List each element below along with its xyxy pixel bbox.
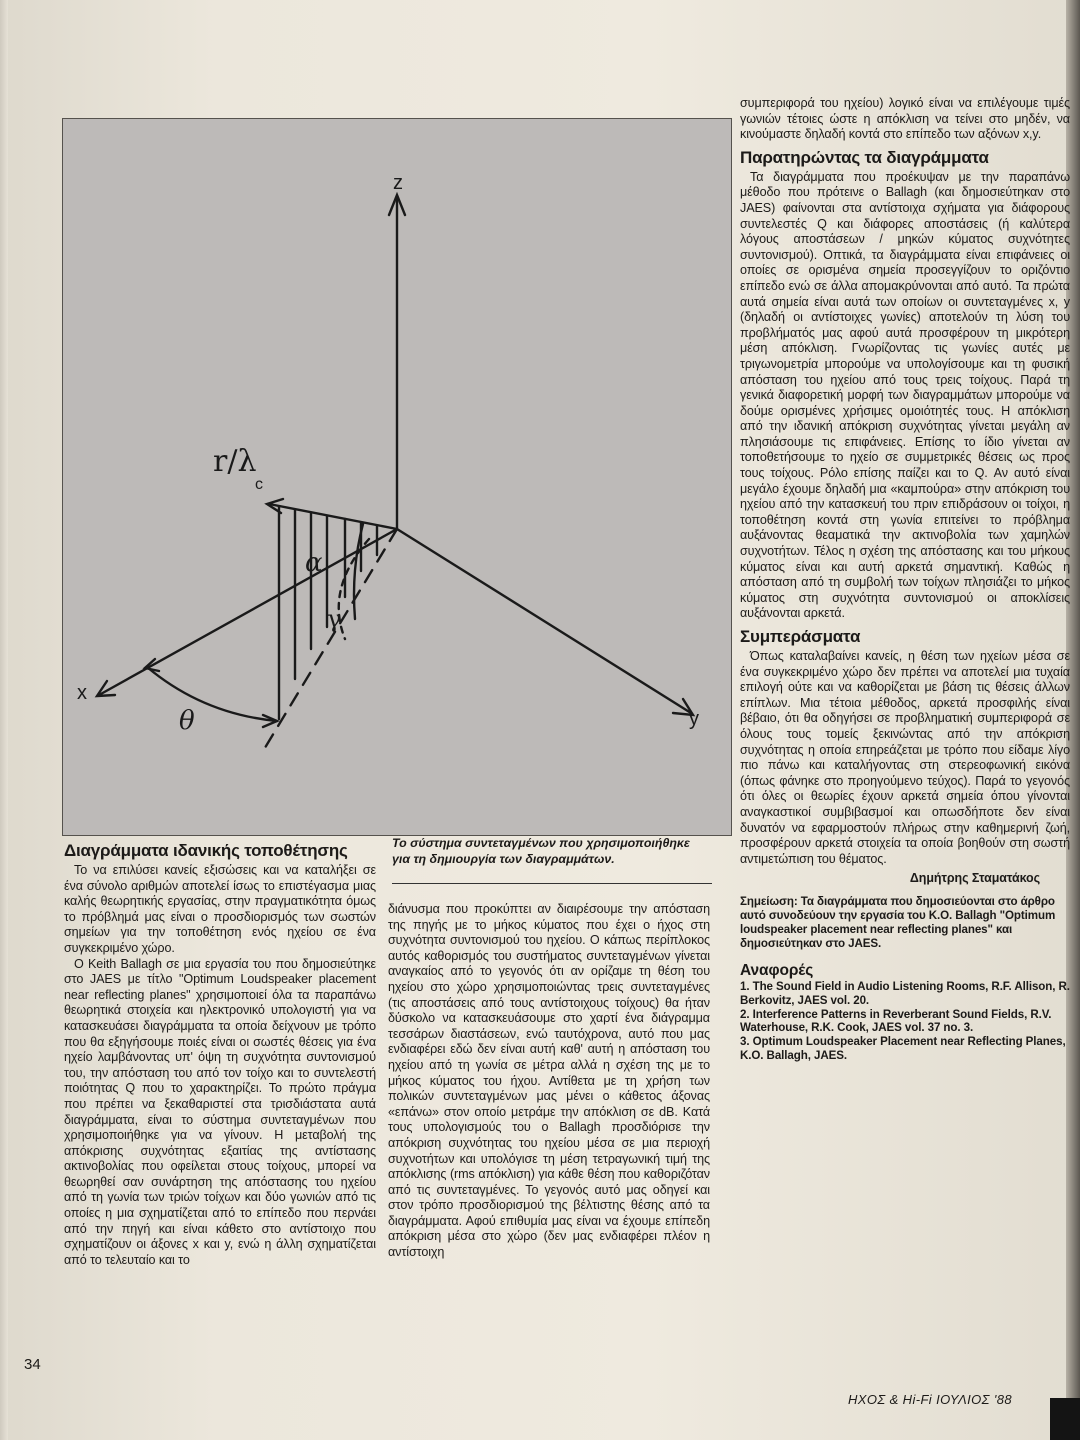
heading-conclusions: Συμπεράσματα: [740, 627, 861, 646]
right-col-paragraph-1: Τα διαγράμματα που προέκυψαν με την παραπάνω μέθοδο που πρότεινε ο Ballagh (και δημοσιεύτηκαν στο JAES) φαίνονται στα αντίστοιχα σχήματα για διάφορους συντελεστές Q και διάφορες αποστάσεις (ή καλύτερα λόγους αποστάσεων / μηκών κύματος συχνότητες συντονισμού). Οπτικά, τα διαγράμματα είναι επιφάνειες οι οποίες σε ορισμένα σημεία προσεγγίζουν το οριζόντιο επίπεδο ενώ σε άλλα απομακρύνονται από αυτό. Τα πρώτα αυτά σημεία είναι αυτά των οποίων οι συντεταγμένες x, y (δηλαδή οι αντίστοιχες γωνίες) αποτελούν τη λύση του προβλήματός μας αφού αυτά προσφέρουν τη μικρότερη μέση απόκλιση. Γνωρίζοντας τις γωνίες αυτές με τριγωνομετρία μπορούμε να υπολογίσουμε και τη φυσική απόσταση του ηχείου από τους τρεις τοίχους. Παρά τη γενικά διαφορετική μορφή των διαγραμμάτων μπορούμε να δούμε ορισμένες χρήσιμες ομοιότητές τους. Η απόκλιση από την ιδανική απόκριση συχνότητας γίνεται μεγάλη αν πλησιάσουμε τις επιφάνειες. Επίσης το ίδιο γίνεται αν τοποθετήσουμε το ηχείο σε συμμετρικές θέσεις ως προς τους τοίχους. Ρόλο επίσης παίζει και το Q. Αν αυτό είναι μεγάλο έχουμε δηλαδή μια «καμπούρα» στην απόκριση του ηχείου από την κατασκευή του πριν επιδράσουν οι τοίχοι, η τοποθέτηση κοντά στη γωνία επιτείνει το πρόβλημα αυξάνοντας θεαματικά την ακτινοβολία των χαμηλών συχνοτήτων. Τέλος η σχέση της απόστασης και του μήκους κύματος είναι και αυτή αρκετά σημαντική. Καθώς η απόσταση από τη συμβολή των τοίχων πλησιάζει το μήκος κύματος στη συχνότητα συντονισμού οι αποκλίσεις αυξάνονται αρκετά.: [740, 169, 1070, 621]
coordinate-system-figure: [62, 118, 732, 836]
page-corner-strip: [1050, 1398, 1080, 1440]
caption-divider: [392, 883, 712, 884]
theta-arc: [147, 667, 277, 721]
r-lambda-label: r/λ: [213, 444, 257, 479]
column-right: [740, 96, 1070, 1063]
x-axis: [99, 529, 397, 695]
z-axis-label: z: [393, 172, 403, 194]
references-list: [740, 980, 1070, 1063]
middle-col-paragraph: διάνυσμα που προκύπτει αν διαιρέσουμε την απόσταση της πηγής με το μήκος κύματος που έχει ο ήχος στη συχνότητα συντονισμού του ηχείου. Ο κάπως περίπλοκος αυτός καθορισμός του συστήματος συντεταγμένων γίνεται αναγκαίος από το γεγονός ότι αν ορίζαμε τη θέση του ηχείου στο χώρο χρησιμοποιώντας τρεις συντεταγμένες (τις αποστάσεις από τους αντίστοιχους τοίχους) θα ήταν δύσκολο να κατασκευάσουμε στο χαρτί ένα διάγραμμα τεσσάρων διαστάσεων, ενώ ταυτόχρονα, αυτό που μας ενδιαφέρει εδώ δεν είναι αυτή καθ' αυτή η απόσταση του ηχείου από τη γωνία σε μέτρα αλλά η σχέση της με το μήκος κύματος του ήχου. Αντίθετα με τη χρήση των πολικών συντεταγμένων μας μένει ο κάθετος άξονας «επάνω» στον οποίο μετράμε την απόκλιση σε dB. Κατά τους υπολογισμούς του ο Ballagh προσδιόρισε την απόκριση συχνότητας του ηχείου μέσα σε μια περιοχή συχνοτήτων και υπολόγισε τη μέση τετραγωνική τιμή της απόκλισης (rms απόκλιση) για κάθε θέση που καθοριζόταν από τις συντεταγμένες. Το γεγονός αυτό μας οδηγεί και στον τρόπο προσδιορισμού της βέλτιστης θέσης από τα διαγράμματα. Αφού επιθυμία μας είναι να έχουμε επίπεδη απόκριση μέσα στο χώρο (δεν μας ενδιαφέρει πλέον η αντίστοιχη: [388, 902, 710, 1260]
column-middle: [388, 902, 710, 1261]
heading-observing-diagrams: Παρατηρώντας τα διαγράμματα: [740, 147, 989, 167]
theta-label: θ: [179, 706, 195, 736]
page-number: 34: [24, 1356, 41, 1373]
author-signature: Δημήτρης Σταματάκος: [909, 871, 1040, 886]
alpha-label: α: [305, 548, 323, 578]
footnote: Σημείωση: Τα διαγράμματα που δημοσιεύονται στο άρθρο αυτό συνοδεύουν την εργασία του K.O. Ballagh "Optimum loudspeaker placement near reflecting planes" και δημοσιεύτηκαν στο JAES.: [740, 894, 1056, 950]
r-lambda-subscript: c: [255, 476, 263, 493]
reference-item: 2. Interference Patterns in Reverberant Sound Fields, R.V. Waterhouse, R.K. Cook, JAES vol. 37 no. 3.: [740, 1007, 1052, 1035]
left-col-paragraph-1: Το να επιλύσει κανείς εξισώσεις και να καταλήξει σε ένα σύνολο αριθμών αποτελεί ίσως το επιστέγασμα μιας καλής θεωρητικής εργασίας, στην πραγματικότητα όμως το πρόβλημά μας είναι ο προσδιορισμός των σωστών σημείων για την τοποθέτηση ενός ηχείου σε ένα συγκεκριμένο χώρο.: [64, 863, 376, 955]
left-col-paragraph-2: Ο Keith Ballagh σε μια εργασία του που δημοσιεύτηκε στο JAES με τίτλο "Optimum Loudspeaker placement near reflecting planes" χρησιμοποιεί όλα τα παραπάνω θεωρητικά στοιχεία και ηλεκτρονικό υπολογιστή για να κατασκευάσει διαγράμματα τα οποία δείχνουν με τρόπο που θα εξηγήσουμε ποιές είναι οι σωστές θέσεις για ένα ηχείο λαμβάνοντας υπ' όψη τη συχνότητα συντονισμού του, την απόσταση του από τον τοίχο και το συντελεστή ποιότητας Q που το χαρακτηρίζει. Το πρώτο πράγμα που πρέπει να ξεκαθαριστεί στα τρισδιάστατα αυτά διαγράμματα, είναι το σύστημα συντεταγμένων που χρησιμοποιήθηκε για να γίνουν. Η μεταβολή της απόκρισης συχνότητας εξαιτίας της αντίστασης ακτινοβολίας που οφείλεται στους τοίχους, μπορεί να θεωρηθεί σαν συνάρτηση της απόστασης του ηχείου από τη γωνία των τριών τοίχων και δύο γωνιών από τις οποίες η μια σχηματίζεται από το επίπεδο που περνάει από την πηγή και είναι κάθετο στο αντίστοιχο που σχηματίζουν οι άξονες x και y, ενώ η άλλη σχηματίζεται από το τελευταίο και το: [64, 956, 376, 1267]
y-axis: [397, 529, 691, 713]
references-heading: Αναφορές: [740, 961, 814, 979]
gamma-label: γ: [327, 605, 342, 633]
coordinate-diagram: [63, 119, 733, 837]
figure-caption: Το σύστημα συντεταγμένων που χρησιμοποιήθηκε για τη δημιουργία των διαγραμμάτων.: [392, 836, 690, 866]
references: [740, 961, 1070, 1063]
y-axis-label: y: [689, 708, 699, 730]
x-axis-label: x: [77, 682, 87, 704]
page-left-edge: [0, 0, 8, 1440]
column-left: [64, 836, 376, 1268]
reference-item: 3. Optimum Loudspeaker Placement near Reflecting Planes, K.O. Ballagh, JAES.: [740, 1035, 1066, 1062]
heading-ideal-placement-diagrams: Διαγράμματα ιδανικής τοποθέτησης: [64, 841, 348, 860]
reference-item: 1. The Sound Field in Audio Listening Rooms, R.F. Allison, R. Berkovitz, JAES vol. 20.: [740, 979, 1070, 1007]
magazine-footer: ΗΧΟΣ & Hi-Fi ΙΟΥΛΙΟΣ '88: [848, 1392, 1012, 1407]
right-col-intro: συμπεριφορά του ηχείου) λογικό είναι να επιλέγουμε τιμές γωνιών τέτοιες ώστε η απόκλιση να τείνει στο μηδέν, να κινούμαστε δηλαδή κοντά στο επίπεδο των αξόνων x,y.: [740, 96, 1070, 142]
right-col-paragraph-2: Όπως καταλαβαίνει κανείς, η θέση των ηχείων μέσα σε ένα συγκεκριμένο χώρο δεν πρέπει να αποτελεί μια τυχαία επιλογή ούτε και να καθορίζεται με βάση τις θέσεις άλλων επίπλων. Μια τέτοια μέθοδος, αρκετά προσφιλής είναι βέβαιο, ότι θα οδηγήσει σε προβληματική συμπεριφορά σε όλους τους τομείς ξεκινώντας από την απόκριση συχνότητας η οποία επηρεάζεται με τρόπο που είδαμε λίγο πιο πάνω και καταλήγοντας στη στερεοφωνική εικόνα (όπως φάνηκε στο προηγούμενο τεύχος). Παρά το γεγονός ότι όλες οι θεωρίες έχουν αρκετά σημεία όπου γίνονται αναγκαστικοί συμβιβασμοί και οπωσδήποτε δεν είναι δυνατόν να εφαρμοστούν πλήρως στην καθημερινή ζωή, προσφέρουν αρκετά στοιχεία τα οποία βοηθούν στη σωστή αντιμετώπιση του θέματος.: [740, 649, 1070, 866]
projection-dashed: [263, 529, 397, 751]
